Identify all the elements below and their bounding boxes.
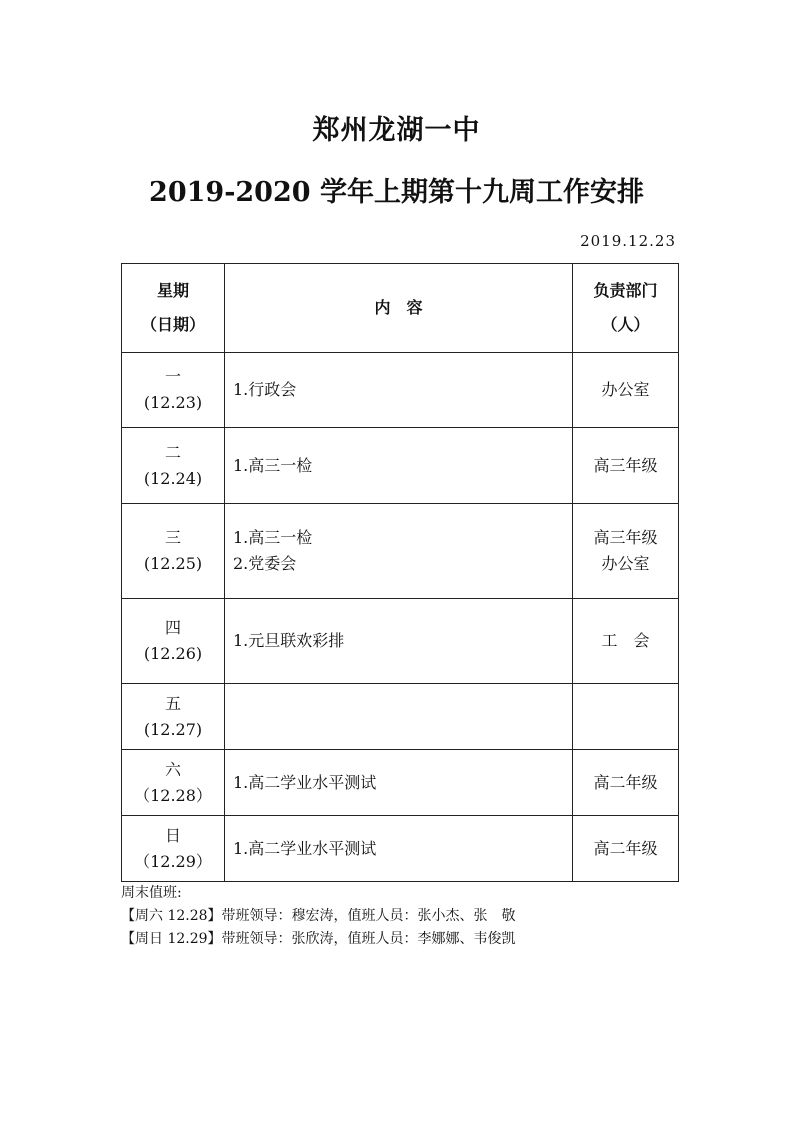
weekday: 四 bbox=[164, 618, 181, 637]
table-row bbox=[122, 816, 679, 882]
content-item: 1.高二学业水平测试 bbox=[233, 838, 377, 858]
table-row bbox=[122, 353, 679, 428]
header-day bbox=[122, 264, 225, 353]
content-cell bbox=[225, 504, 573, 599]
date: （12.28） bbox=[134, 785, 212, 805]
weekday: 六 bbox=[164, 759, 181, 779]
content-cell bbox=[225, 816, 573, 882]
day-cell bbox=[122, 428, 225, 504]
schedule-table bbox=[121, 263, 679, 882]
date: （12.29） bbox=[134, 851, 212, 871]
duty-line-sunday: 【周日 12.29】带班领导：张欣涛，值班人员：李娜娜、韦俊凯 bbox=[121, 931, 516, 947]
dept-item: 高三年级 bbox=[593, 455, 658, 475]
dept-cell bbox=[573, 684, 679, 750]
dept-cell bbox=[573, 504, 679, 599]
table-header-row bbox=[122, 264, 679, 353]
content-cell bbox=[225, 684, 573, 750]
day-cell bbox=[122, 599, 225, 684]
header-day-label: 星期 bbox=[156, 281, 189, 300]
dept-item: 工 会 bbox=[601, 631, 650, 650]
date: (12.24) bbox=[143, 468, 203, 488]
content-item: 2.党委会 bbox=[233, 554, 297, 573]
content-cell bbox=[225, 599, 573, 684]
date: (12.27) bbox=[143, 719, 203, 739]
content-item: 1.高三一检 bbox=[233, 528, 313, 547]
weekend-duty-notes bbox=[121, 882, 516, 951]
header-dept bbox=[573, 264, 679, 353]
content-cell bbox=[225, 428, 573, 504]
header-dept-label: 负责部门 bbox=[593, 281, 658, 300]
header-person-label: （人） bbox=[601, 315, 650, 334]
dept-item: 高二年级 bbox=[593, 772, 658, 792]
table-row bbox=[122, 684, 679, 750]
content-item: 1.元旦联欢彩排 bbox=[233, 631, 345, 650]
dept-item: 高二年级 bbox=[593, 838, 658, 858]
dept-cell bbox=[573, 353, 679, 428]
content-item: 1.高二学业水平测试 bbox=[233, 772, 377, 792]
day-cell bbox=[122, 353, 225, 428]
school-name: 郑州龙湖一中 bbox=[312, 115, 481, 146]
date: (12.25) bbox=[143, 554, 203, 573]
document-date: 2019.12.23 bbox=[580, 232, 676, 250]
content-cell bbox=[225, 353, 573, 428]
dept-item: 办公室 bbox=[601, 380, 650, 399]
table-row bbox=[122, 599, 679, 684]
header-date-label: （日期） bbox=[140, 315, 205, 334]
dept-item: 高三年级 bbox=[593, 528, 658, 547]
dept-cell bbox=[573, 428, 679, 504]
weekday: 二 bbox=[164, 442, 181, 462]
table-row bbox=[122, 504, 679, 599]
dept-cell bbox=[573, 599, 679, 684]
weekday: 日 bbox=[164, 825, 181, 845]
header-content-label: 内 容 bbox=[374, 298, 423, 317]
content-item: 1.高三一检 bbox=[233, 455, 313, 475]
day-cell bbox=[122, 816, 225, 882]
duty-heading: 周末值班: bbox=[121, 885, 182, 901]
duty-line-saturday: 【周六 12.28】带班领导：穆宏涛，值班人员：张小杰、张 敬 bbox=[121, 908, 516, 924]
dept-cell bbox=[573, 816, 679, 882]
date: (12.26) bbox=[143, 644, 203, 663]
day-cell bbox=[122, 504, 225, 599]
weekday: 一 bbox=[164, 367, 181, 386]
table-row bbox=[122, 750, 679, 816]
dept-cell bbox=[573, 750, 679, 816]
day-cell bbox=[122, 684, 225, 750]
document-title: 2019-2020 学年上期第十九周工作安排 bbox=[149, 177, 644, 208]
table-row bbox=[122, 428, 679, 504]
header-content bbox=[225, 264, 573, 353]
dept-item: 办公室 bbox=[601, 554, 650, 573]
weekday: 五 bbox=[164, 693, 181, 713]
date: (12.23) bbox=[143, 393, 203, 412]
content-cell bbox=[225, 750, 573, 816]
content-item: 1.行政会 bbox=[233, 380, 297, 399]
weekday: 三 bbox=[164, 528, 181, 547]
day-cell bbox=[122, 750, 225, 816]
